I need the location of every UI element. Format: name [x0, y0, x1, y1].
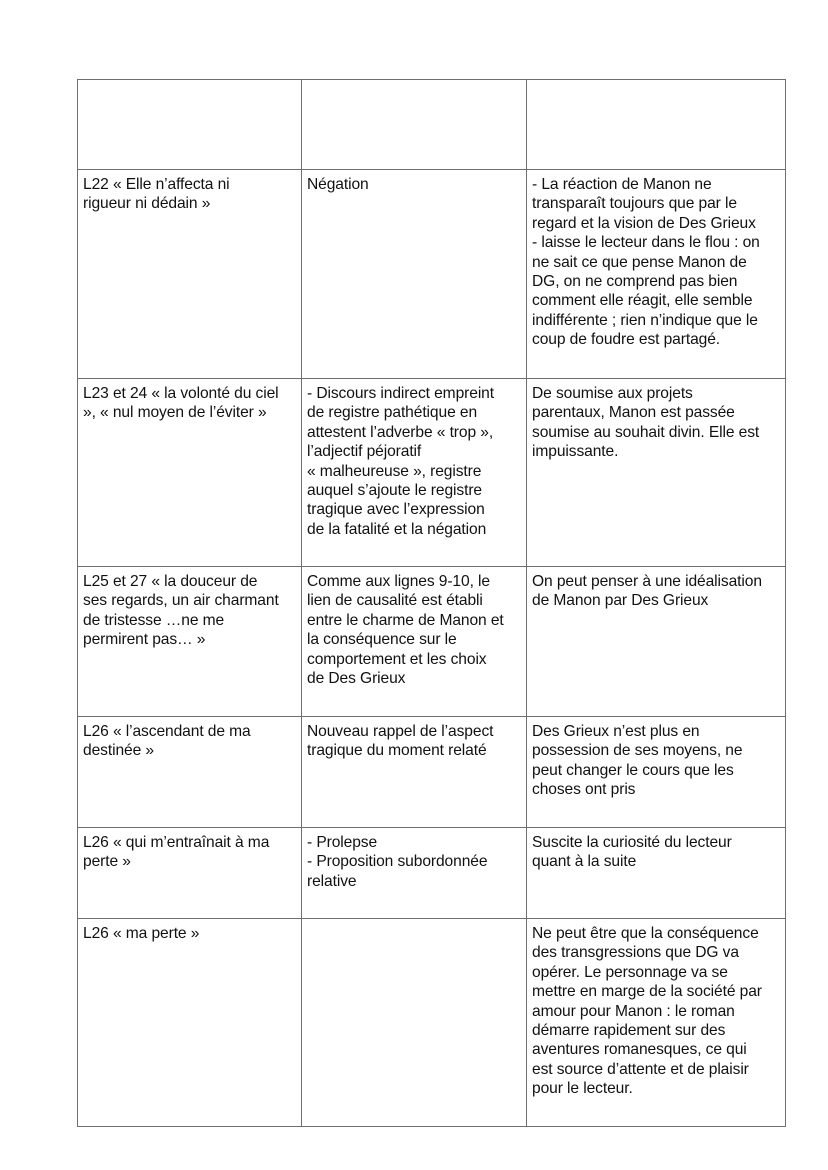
table-row [78, 170, 786, 379]
quote-cell [78, 80, 302, 170]
interpretation-cell [527, 379, 786, 567]
table-row [78, 567, 786, 717]
interpretation-text: - La réaction de Manon ne transparaît toujours que par le regard et la vision de Des Grieux - laisse le lecteur dans le flou : on ne sait ce que pense Manon de DG, on ne comprend pas bien comment elle réagit, elle semble indifférente ; rien n’indique que le coup de foudre est partagé. [532, 176, 760, 349]
quote-cell [78, 828, 302, 919]
interpretation-cell [527, 717, 786, 828]
table-row [78, 80, 786, 170]
interpretation-text: Ne peut être que la conséquence des transgressions que DG va opérer. Le personnage va se mettre en marge de la société par amour pour Manon : le roman démarre rapidement sur des aventures romanesques, ce qui est source d’attente et de plaisir pour le lecteur. [532, 925, 762, 1098]
interpretation-cell [527, 919, 786, 1127]
device-cell [302, 717, 527, 828]
device-text: Nouveau rappel de l’aspect tragique du moment relaté [307, 723, 494, 760]
quote-text: L25 et 27 « la douceur de ses regards, un air charmant de tristesse …ne me permirent pas… » [83, 573, 279, 649]
device-text: Négation [307, 176, 369, 193]
quote-text: L26 « qui m’entraînait à ma perte » [83, 834, 270, 871]
table-row [78, 919, 786, 1127]
quote-cell [78, 170, 302, 379]
quote-cell [78, 379, 302, 567]
quote-text: L23 et 24 « la volonté du ciel », « nul moyen de l’éviter » [83, 385, 279, 422]
quote-text: L22 « Elle n’affecta ni rigueur ni dédain » [83, 176, 230, 213]
quote-cell [78, 919, 302, 1127]
device-cell [302, 919, 527, 1127]
device-text: - Prolepse - Proposition subordonnée relative [307, 834, 488, 890]
device-text: - Discours indirect empreint de registre pathétique en attestent l’adverbe « trop », l’adjectif péjoratif « malheureuse », registre auquel s’ajoute le registre tragique avec l’expression de la fatalité et la négation [307, 385, 494, 538]
device-cell [302, 170, 527, 379]
quote-cell [78, 717, 302, 828]
quote-text: L26 « l’ascendant de ma destinée » [83, 723, 251, 760]
interpretation-cell [527, 170, 786, 379]
interpretation-text: Suscite la curiosité du lecteur quant à la suite [532, 834, 732, 871]
table-row [78, 379, 786, 567]
device-cell [302, 828, 527, 919]
device-cell [302, 80, 527, 170]
device-cell [302, 379, 527, 567]
analysis-table [77, 79, 786, 1127]
interpretation-text: On peut penser à une idéalisation de Manon par Des Grieux [532, 573, 762, 610]
interpretation-cell [527, 828, 786, 919]
interpretation-text: De soumise aux projets parentaux, Manon est passée soumise au souhait divin. Elle est impuissante. [532, 385, 760, 461]
quote-cell [78, 567, 302, 717]
interpretation-cell [527, 80, 786, 170]
interpretation-text: Des Grieux n’est plus en possession de ses moyens, ne peut changer le cours que les choses ont pris [532, 723, 743, 799]
table-row [78, 828, 786, 919]
table-row [78, 717, 786, 828]
quote-text: L26 « ma perte » [83, 925, 200, 942]
interpretation-cell [527, 567, 786, 717]
device-text: Comme aux lignes 9-10, le lien de causalité est établi entre le charme de Manon et la conséquence sur le comportement et les choix de Des Grieux [307, 573, 504, 688]
device-cell [302, 567, 527, 717]
